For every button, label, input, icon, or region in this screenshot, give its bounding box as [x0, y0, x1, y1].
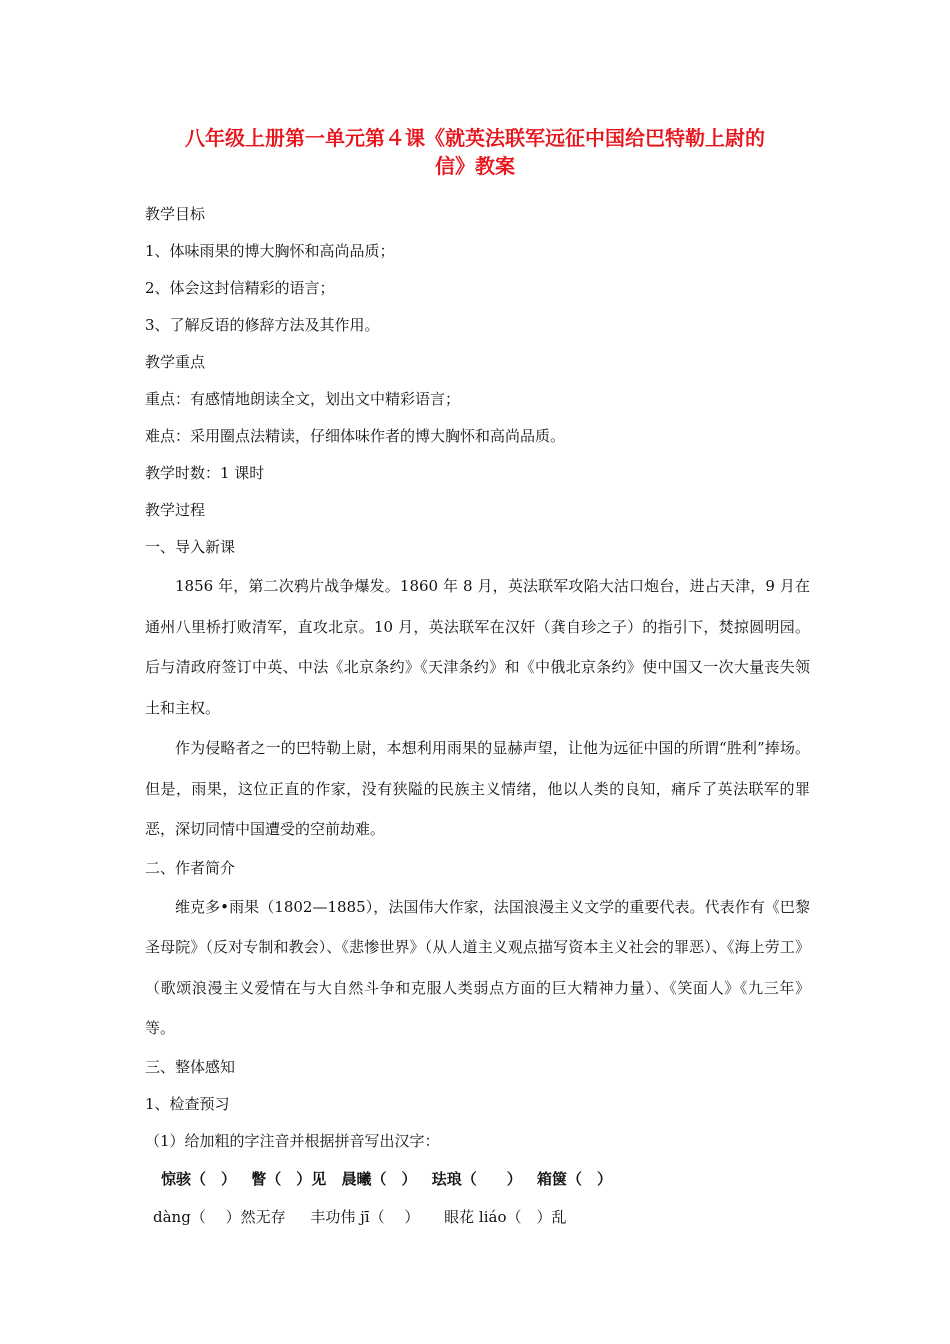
- pinyin-line: [145, 1198, 810, 1236]
- part1-paragraph-2: 作为侵略者之一的巴特勒上尉，本想利用雨果的显赫声望，让他为远征中国的所谓“胜利”捧场。但是，雨果，这位正直的作家，没有狭隘的民族主义情绪，他以人类的良知，痛斥了英法联军的罪恶，深切同情中国遭受的空前劫难。: [145, 739, 810, 838]
- process-heading: 教学过程: [145, 501, 206, 519]
- part3-heading: 三、整体感知: [145, 1057, 236, 1076]
- vocab-item: 晨曦（ ）: [341, 1169, 417, 1188]
- part3-question: （1）给加粗的字注音并根据拼音写出汉字：: [145, 1131, 440, 1150]
- goal-1: 1、体味雨果的博大胸怀和高尚品质；: [145, 242, 395, 260]
- focus-2: 难点：采用圈点法精读，仔细体味作者的博大胸怀和高尚品质。: [145, 427, 566, 445]
- title-line-2: 信》教案: [435, 154, 515, 178]
- part2-heading: 二、作者简介: [145, 858, 236, 877]
- focus-1: 重点：有感情地朗读全文，划出文中精彩语言；: [145, 390, 461, 408]
- part3-sub1: 1、检查预习: [145, 1094, 230, 1113]
- goal-2: 2、体会这封信精彩的语言；: [145, 279, 335, 297]
- vocab-item: 珐琅（ ）: [431, 1169, 522, 1188]
- document-body: [145, 196, 810, 1236]
- goal-3: 3、了解反语的修辞方法及其作用。: [145, 316, 380, 334]
- part1-paragraph-1: 1856 年，第二次鸦片战争爆发。1860 年 8 月，英法联军攻陷大沽口炮台，进占天津，9 月在通州八里桥打败清军，直攻北京。10 月，英法联军在汉奸（龚自珍之子）的指引下，焚掠圆明园。后与清政府签订中英、中法《北京条约》《天津条约》和《中俄北京条约》使中国又一次大量丧失领土和主权。: [145, 577, 810, 717]
- part1-heading: 一、导入新课: [145, 538, 236, 556]
- vocab-line: [145, 1160, 810, 1198]
- pinyin-item: 丰功伟 jī（ ）: [310, 1207, 420, 1226]
- document-title: [130, 124, 820, 180]
- vocab-item: 箱箧（ ）: [537, 1169, 613, 1188]
- pinyin-item: dàng（ ）然无存: [153, 1207, 286, 1226]
- pinyin-item: 眼花 liáo（ ）乱: [444, 1207, 567, 1226]
- goals-heading: 教学目标: [145, 205, 206, 223]
- vocab-item: 瞥（ ）见: [251, 1169, 327, 1188]
- title-line-1: 八年级上册第一单元第４课《就英法联军远征中国给巴特勒上尉的: [185, 126, 765, 150]
- teaching-hours: 教学时数：1 课时: [145, 464, 265, 482]
- part2-paragraph: 维克多•雨果（1802—1885），法国伟大作家，法国浪漫主义文学的重要代表。代表作有《巴黎圣母院》（反对专制和教会）、《悲惨世界》（从人道主义观点描写资本主义社会的罪恶）、《海上劳工》（歌颂浪漫主义爱情在与大自然斗争和克服人类弱点方面的巨大精神力量）、《笑面人》《九三年》等。: [145, 897, 810, 1037]
- vocab-item: 惊骇（ ）: [161, 1169, 237, 1188]
- focus-heading: 教学重点: [145, 353, 206, 371]
